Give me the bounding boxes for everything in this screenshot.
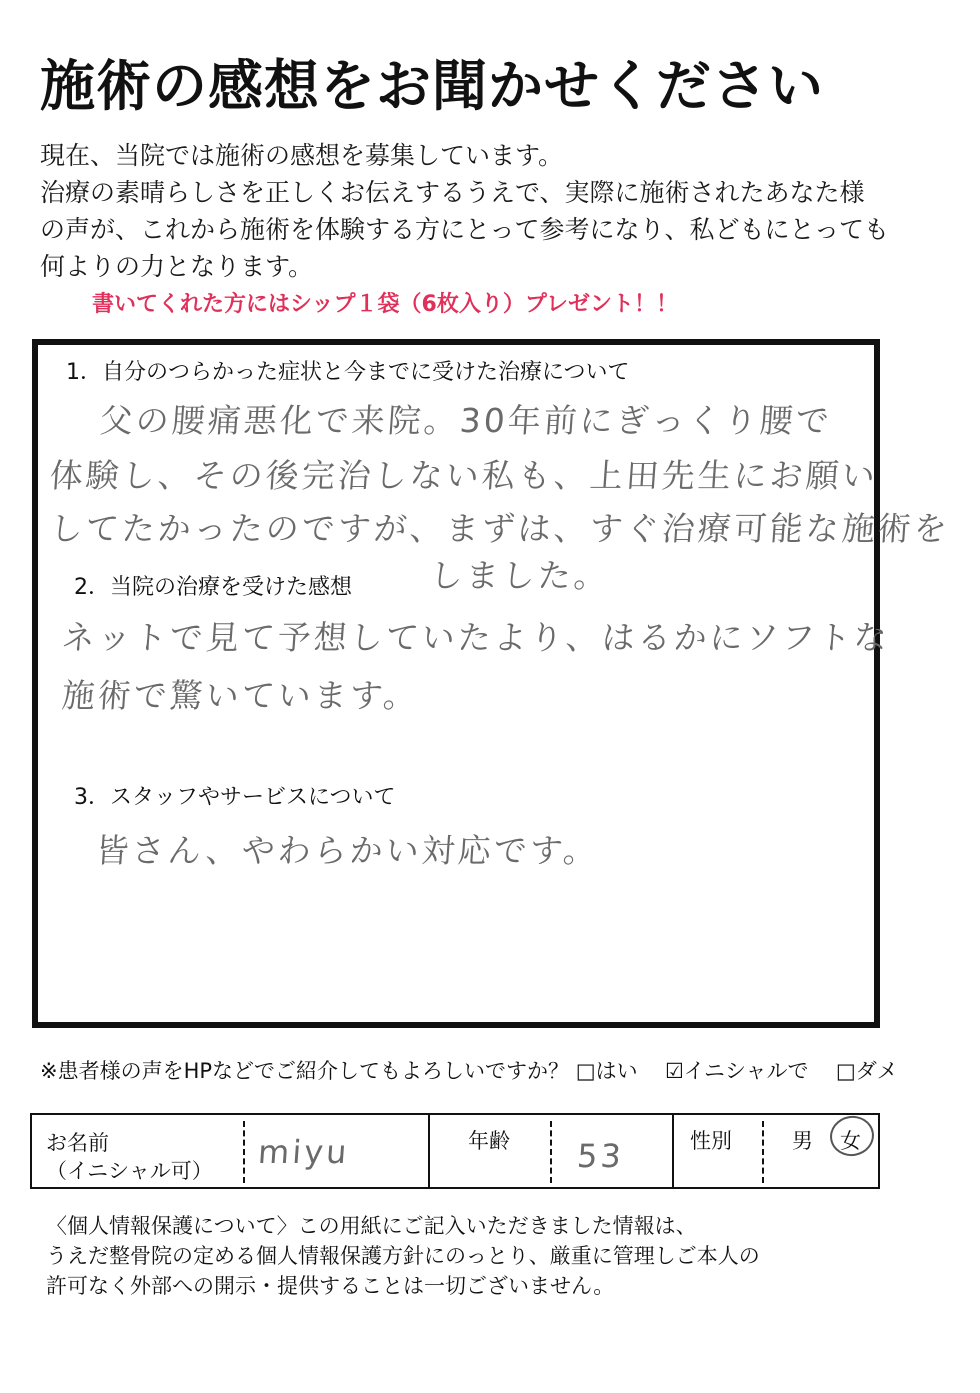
question-3-label: 3．スタッフやサービスについて — [74, 785, 396, 810]
option-initials[interactable]: ☑イニシャルで — [664, 1059, 809, 1083]
name-label-sub: （イニシャル可） — [46, 1159, 213, 1183]
name-label: お名前 — [46, 1131, 109, 1155]
gender-label: 性別 — [690, 1129, 732, 1153]
answer-3-line-1: 皆さん、やわらかい対応です。 — [94, 831, 601, 870]
answer-2-line-1: ネットで見て予想していたより、はるかにソフトな — [60, 618, 892, 657]
option-no[interactable]: □ダメ — [835, 1059, 898, 1083]
age-field[interactable]: 53 — [575, 1137, 626, 1175]
answer-1-line-1: 父の腰痛悪化で来院。30年前にぎっくり腰で — [98, 401, 834, 440]
option-initials-label: イニシャルで — [683, 1059, 809, 1083]
question-1-label: 1．自分のつらかった症状と今までに受けた治療について — [66, 360, 630, 385]
consent-row — [40, 1055, 898, 1085]
info-table — [30, 1113, 880, 1189]
option-yes-label: はい — [595, 1059, 638, 1083]
intro-line-4: 何よりの力となります。 — [40, 252, 314, 281]
intro-line-2: 治療の素晴らしさを正しくお伝えするうえで、実際に施術されたあなた様 — [40, 178, 865, 207]
answer-1-line-2: 体験し、その後完治しない私も、上田先生にお願い — [48, 456, 880, 495]
present-notice: 書いてくれた方にはシップ１袋（6枚入り）プレゼント！！ — [92, 292, 678, 317]
answer-1-line-3: してたかったのですが、まずは、すぐ治療可能な施術を — [48, 509, 952, 548]
privacy-line-1: 〈個人情報保護について〉この用紙にご記入いただきました情報は、 — [46, 1214, 697, 1238]
option-no-label: ダメ — [855, 1059, 898, 1083]
privacy-line-2: うえだ整骨院の定める個人情報保護方針にのっとり、厳重に管理しご本人の — [46, 1244, 760, 1268]
privacy-line-3: 許可なく外部への開示・提供することは一切ございません。 — [46, 1274, 615, 1298]
answer-1-line-4: しました。 — [428, 556, 612, 595]
name-field[interactable]: miyu — [256, 1133, 351, 1171]
answer-2-line-2: 施術で驚いています。 — [60, 676, 421, 715]
gender-male-option[interactable]: 男 — [792, 1129, 813, 1153]
page-title: 施術の感想をお聞かせください — [40, 54, 825, 118]
consent-question: ※患者様の声をHPなどでご紹介してもよろしいですか？ — [40, 1059, 570, 1083]
gender-female-option[interactable]: 女 — [840, 1129, 861, 1153]
intro-line-1: 現在、当院では施術の感想を募集しています。 — [40, 141, 564, 170]
question-2-label: 2．当院の治療を受けた感想 — [74, 575, 352, 600]
option-yes[interactable]: □はい — [575, 1059, 638, 1083]
age-label: 年齢 — [468, 1129, 510, 1153]
intro-line-3: の声が、これから施術を体験する方にとって参考になり、私どもにとっても — [40, 215, 890, 244]
